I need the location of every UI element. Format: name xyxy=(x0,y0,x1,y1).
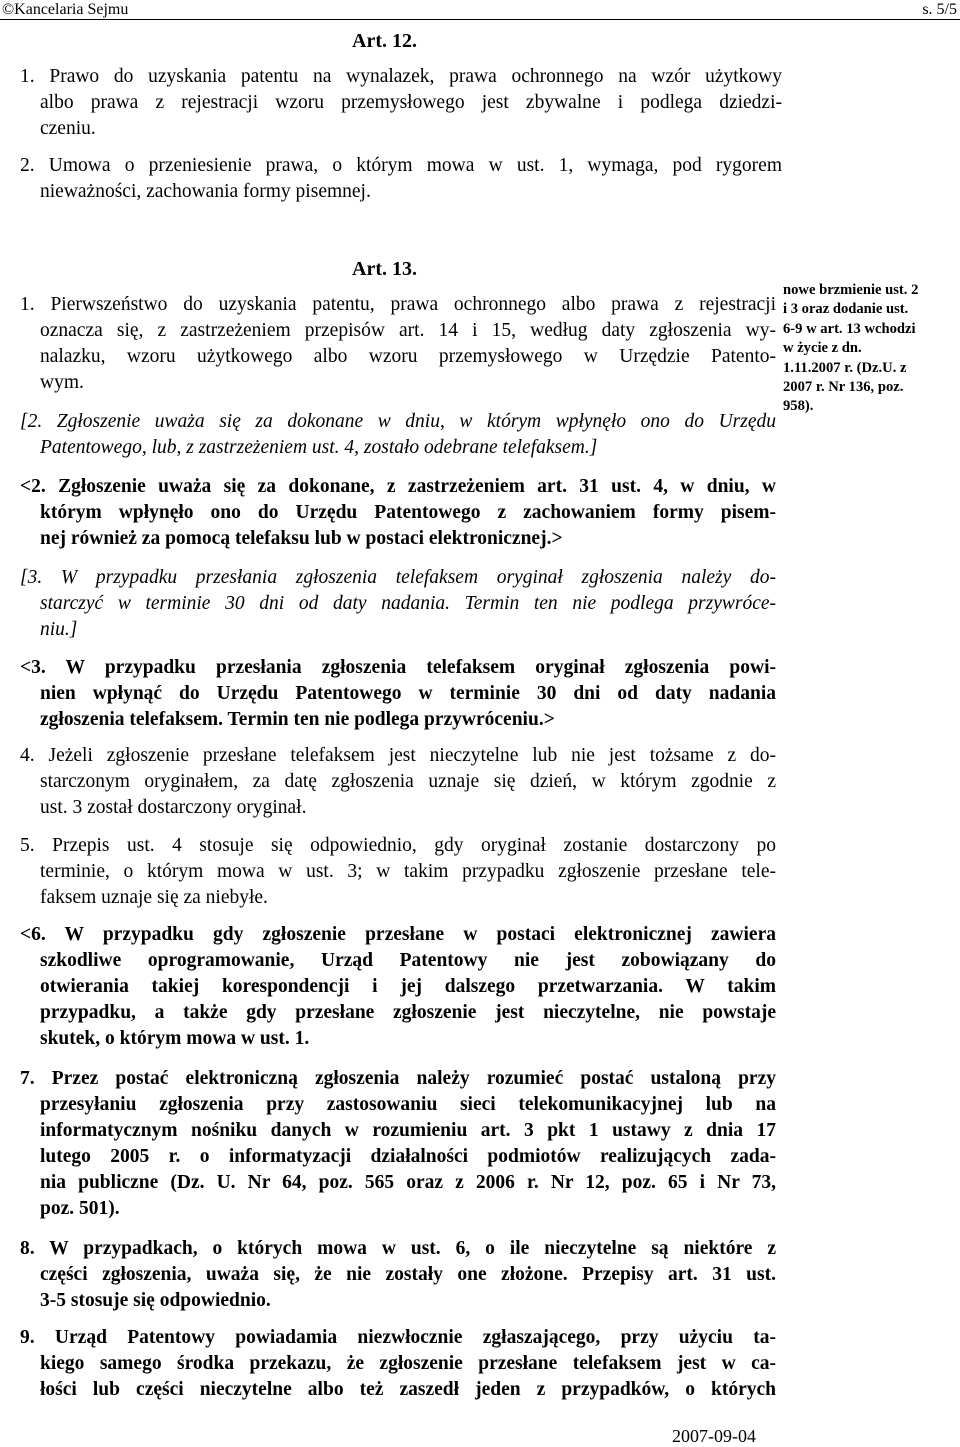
art13-paragraph-5 xyxy=(20,833,776,911)
art13-paragraph-7 xyxy=(20,1066,776,1222)
text-line: czeniu. xyxy=(40,118,96,139)
art13-paragraph-6 xyxy=(20,922,776,1052)
text-line: 1. Pierwszeństwo do uzyskania patentu, prawa ochronnego albo prawa z rejestracji xyxy=(20,294,776,315)
text-line: 7. Przez postać elektroniczną zgłoszenia należy rozumieć postać ustaloną przy xyxy=(20,1068,776,1089)
header-source: ©Kancelaria Sejmu xyxy=(2,1,129,18)
text-line: faksem uznaje się za niebyłe. xyxy=(40,887,268,908)
text-line: [2. Zgłoszenie uważa się za dokonane w dniu, w którym wpłynęło ono do Urzędu xyxy=(20,411,776,432)
header-divider xyxy=(0,19,960,20)
text-line: niu.] xyxy=(40,619,78,640)
art13-paragraph-1 xyxy=(20,292,776,396)
text-line: nien wpłynąć do Urzędu Patentowego w terminie 30 dni od daty nadania xyxy=(40,683,776,704)
margin-note-line: i 3 oraz dodanie ust. xyxy=(783,301,909,318)
text-line: Patentowego, lub, z zastrzeżeniem ust. 4, zostało odebrane telefaksem.] xyxy=(40,437,598,458)
art13-paragraph-3-new xyxy=(20,655,776,733)
text-line: starczonym oryginałem, za datę zgłoszenia uznaje się dzień, w którym zgodnie z xyxy=(40,771,776,792)
text-line: 4. Jeżeli zgłoszenie przesłane telefaksem jest nieczytelne lub nie jest tożsame z do- xyxy=(20,745,776,766)
margin-note-line: w życie z dn. xyxy=(783,340,862,357)
art13-paragraph-2-new xyxy=(20,474,776,552)
text-line: przypadku, a także gdy przesłane zgłoszenie jest nieczytelne, nie powstaje xyxy=(40,1002,776,1023)
text-line: ust. 3 został dostarczony oryginał. xyxy=(40,797,307,818)
article-13-title: Art. 13. xyxy=(352,258,417,280)
text-line: skutek, o którym mowa w ust. 1. xyxy=(40,1028,310,1049)
text-line: 5. Przepis ust. 4 stosuje się odpowiednio, gdy oryginał zostanie dostarczony po xyxy=(20,835,776,856)
text-line: wym. xyxy=(40,372,84,393)
margin-note-line: 6-9 w art. 13 wchodzi xyxy=(783,320,916,337)
text-line: <3. W przypadku przesłania zgłoszenia telefaksem oryginał zgłoszenia powi- xyxy=(20,657,776,678)
text-line: 8. W przypadkach, o których mowa w ust. 6, o ile nieczytelne są niektóre z xyxy=(20,1238,776,1259)
text-line: albo prawa z rejestracji wzoru przemysłowego jest zbywalne i podlega dziedzi- xyxy=(40,92,782,113)
header-page-number: s. 5/5 xyxy=(922,1,957,18)
text-line: [3. W przypadku przesłania zgłoszenia telefaksem oryginał zgłoszenia należy do- xyxy=(20,567,776,588)
text-line: nia publiczne (Dz. U. Nr 64, poz. 565 oraz z 2006 r. Nr 12, poz. 65 i Nr 73, xyxy=(40,1172,776,1193)
art12-paragraph-2 xyxy=(20,153,782,205)
text-line: zgłoszenia telefaksem. Termin ten nie podlega przywróceniu.> xyxy=(40,709,555,730)
art13-paragraph-4 xyxy=(20,743,776,821)
text-line: <6. W przypadku gdy zgłoszenie przesłane w postaci elektronicznej zawiera xyxy=(20,924,776,945)
text-line: 1. Prawo do uzyskania patentu na wynalazek, prawa ochronnego na wzór użytkowy xyxy=(20,66,782,87)
margin-note-line: nowe brzmienie ust. 2 xyxy=(783,282,919,298)
art12-paragraph-1 xyxy=(20,64,782,142)
text-line: nalazku, wzoru użytkowego albo wzoru przemysłowego w Urzędzie Patento- xyxy=(40,346,776,367)
text-line: otwierania takiej korespondencji i jej dalszego przetwarzania. W takim xyxy=(40,976,776,997)
text-line: terminie, o którym mowa w ust. 3; w takim przypadku zgłoszenie przesłane tele- xyxy=(40,861,776,882)
text-line: łości lub części nieczytelne albo też zaszedł jeden z przypadków, o których xyxy=(40,1379,776,1400)
text-line: którym wpłynęło ono do Urzędu Patentowego z zachowaniem formy pisem- xyxy=(40,502,776,523)
text-line: przesyłaniu zgłoszenia przy zastosowaniu sieci telekomunikacyjnej lub na xyxy=(40,1094,776,1115)
margin-note-line: 958). xyxy=(783,398,814,415)
text-line: informatycznym nośniku danych w rozumieniu art. 3 pkt 1 ustawy z dnia 17 xyxy=(40,1120,776,1141)
text-line: lutego 2005 r. o informatyzacji działalności podmiotów realizujących zada- xyxy=(40,1146,776,1167)
text-line: nieważności, zachowania formy pisemnej. xyxy=(40,181,371,202)
text-line: 2. Umowa o przeniesienie prawa, o którym mowa w ust. 1, wymaga, pod rygorem xyxy=(20,155,782,176)
text-line: kiego samego środka przekazu, że zgłoszenie przesłane telefaksem jest w ca- xyxy=(40,1353,776,1374)
art13-paragraph-9 xyxy=(20,1325,776,1403)
footer-date: 2007-09-04 xyxy=(672,1426,756,1446)
margin-note-line: 2007 r. Nr 136, poz. xyxy=(783,379,904,396)
text-line: 3-5 stosuje się odpowiednio. xyxy=(40,1290,271,1311)
text-line: części zgłoszenia, uważa się, że nie zostały one złożone. Przepisy art. 31 ust. xyxy=(40,1264,776,1285)
art13-paragraph-8 xyxy=(20,1236,776,1314)
margin-note xyxy=(783,281,960,417)
text-line: starczyć w terminie 30 dni od daty nadania. Termin ten nie podlega przywróce- xyxy=(40,593,776,614)
art13-paragraph-3-old xyxy=(20,565,776,643)
text-line: oznacza się, z zastrzeżeniem przepisów art. 14 i 15, według daty zgłoszenia wy- xyxy=(40,320,776,341)
margin-note-line: 1.11.2007 r. (Dz.U. z xyxy=(783,359,907,376)
text-line: szkodliwe oprogramowanie, Urząd Patentowy nie jest zobowiązany do xyxy=(40,950,776,971)
text-line: nej również za pomocą telefaksu lub w postaci elektronicznej.> xyxy=(40,528,563,549)
text-line: <2. Zgłoszenie uważa się za dokonane, z zastrzeżeniem art. 31 ust. 4, w dniu, w xyxy=(20,476,776,497)
art13-paragraph-2-old xyxy=(20,409,776,461)
article-12-title: Art. 12. xyxy=(352,30,417,52)
text-line: 9. Urząd Patentowy powiadamia niezwłocznie zgłaszającego, przy użyciu ta- xyxy=(20,1327,776,1348)
text-line: poz. 501). xyxy=(40,1198,120,1219)
